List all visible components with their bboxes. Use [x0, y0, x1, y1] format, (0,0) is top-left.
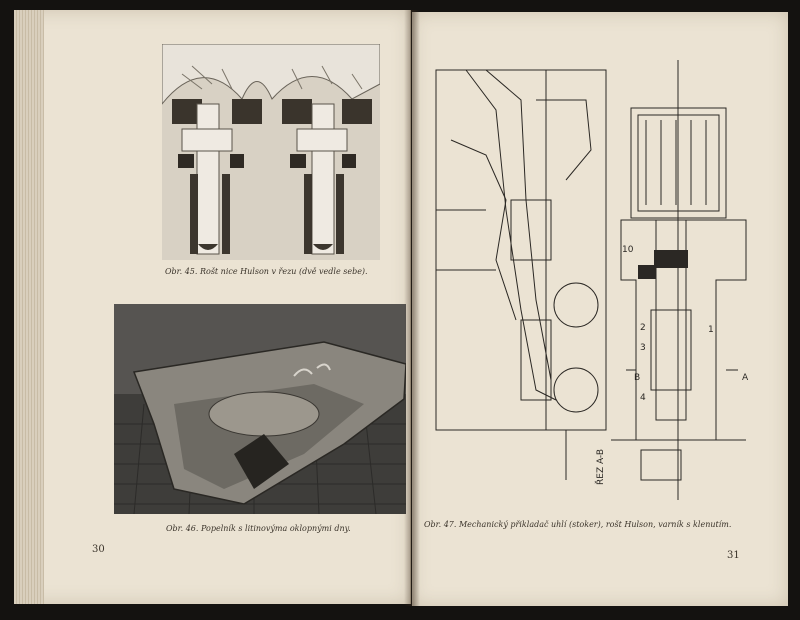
- label-10: 10: [622, 245, 634, 255]
- label-2: 2: [640, 323, 646, 333]
- ash-pan-photo-image: [114, 304, 406, 514]
- label-3: 3: [640, 343, 646, 353]
- stoker-technical-drawing: [426, 60, 782, 510]
- figure-46-ash-pan-photo: [114, 304, 406, 514]
- label-4: 4: [640, 393, 646, 403]
- page-edges: [14, 10, 44, 604]
- figure-45-grate-section: [162, 44, 380, 260]
- figure-46-caption: Obr. 46. Popelník s litinovýma oklopnými dny.: [166, 524, 351, 533]
- figure-47-stoker-drawing: [426, 60, 782, 510]
- book-gutter: [404, 10, 420, 606]
- label-1: 1: [708, 325, 714, 335]
- figure-45-caption: Obr. 45. Rošt nice Hulson v řezu (dvě vedle sebe).: [165, 267, 368, 276]
- page-number-left: 30: [92, 544, 105, 555]
- arrow-a-label: A: [742, 373, 749, 383]
- figure-47-caption: Obr. 47. Mechanický přikladač uhlí (stoker), rošt Hulson, varník s klenutím.: [424, 520, 732, 529]
- page-number-right: 31: [727, 550, 740, 561]
- grate-section-drawing: [162, 44, 380, 260]
- arrow-b-label: B: [634, 373, 641, 383]
- section-label: ŘEZ A-B: [596, 448, 606, 485]
